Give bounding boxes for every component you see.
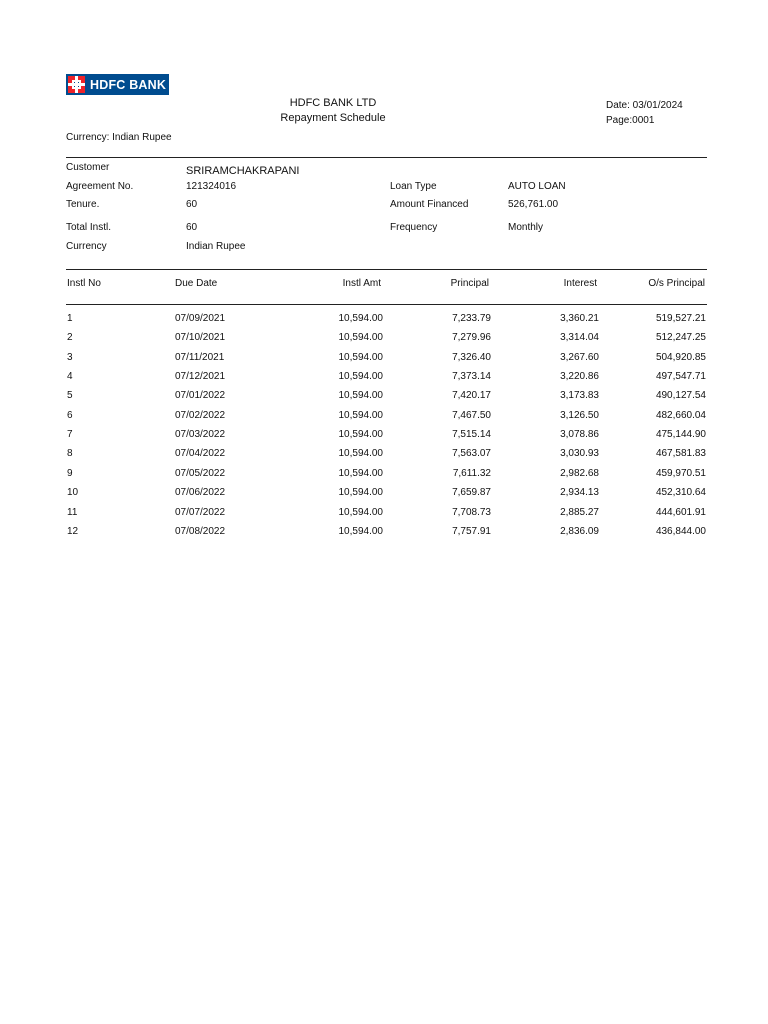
table-row: [0, 351, 768, 370]
table-row: [0, 312, 768, 331]
cell-interest: 2,836.09: [560, 525, 599, 537]
header-divider: [66, 157, 707, 158]
cell-principal: 7,233.79: [452, 313, 491, 324]
cell-os-principal: 475,144.90: [655, 429, 706, 441]
cell-instl-amt: 10,594.00: [338, 351, 383, 363]
cell-os-principal: 459,970.51: [655, 467, 706, 479]
cell-instl-no: 9: [67, 467, 73, 479]
cell-interest: 2,934.13: [560, 487, 599, 499]
cell-due-date: 07/01/2022: [175, 390, 226, 402]
cell-principal: 7,757.91: [452, 525, 491, 537]
cell-principal: 7,659.87: [452, 487, 491, 499]
cell-due-date: 07/08/2022: [175, 525, 226, 537]
frequency-value: Monthly: [508, 222, 544, 233]
table-row: [0, 447, 768, 466]
cell-instl-amt: 10,594.00: [338, 525, 383, 537]
cell-instl-no: 4: [67, 371, 73, 383]
col-due-date: Due Date: [175, 278, 218, 289]
col-interest: Interest: [563, 278, 597, 289]
cell-due-date: 07/10/2021: [175, 332, 226, 344]
table-row: [0, 370, 768, 389]
agreement-value: 121324016: [186, 181, 237, 192]
total-instl-label: Total Instl.: [66, 222, 112, 233]
col-instl-no: Instl No: [67, 278, 101, 289]
cell-interest: 2,885.27: [560, 506, 599, 518]
cell-interest: 3,030.93: [560, 448, 599, 460]
currency-label: Currency: [66, 241, 107, 252]
cell-principal: 7,611.32: [452, 467, 491, 479]
table-row: [0, 428, 768, 447]
table-row: [0, 467, 768, 486]
col-principal: Principal: [450, 278, 489, 289]
cell-due-date: 07/06/2022: [175, 487, 226, 499]
cell-principal: 7,326.40: [452, 351, 491, 363]
cell-due-date: 07/02/2022: [175, 409, 226, 421]
cell-os-principal: 490,127.54: [655, 390, 706, 402]
cell-os-principal: 467,581.83: [655, 448, 706, 460]
cell-principal: 7,420.17: [452, 390, 491, 402]
cell-os-principal: 436,844.00: [655, 525, 706, 537]
document-date: Date: 03/01/2024: [606, 100, 683, 111]
cell-instl-amt: 10,594.00: [338, 409, 383, 421]
cell-instl-amt: 10,594.00: [338, 313, 383, 324]
table-row: [0, 506, 768, 525]
table-top-divider: [66, 269, 707, 270]
cell-due-date: 07/04/2022: [175, 448, 226, 460]
cell-interest: 3,360.21: [560, 313, 599, 324]
customer-label: Customer: [66, 162, 110, 173]
cell-instl-no: 12: [67, 525, 79, 537]
tenure-value: 60: [186, 199, 198, 210]
table-row: [0, 331, 768, 350]
col-os-principal: O/s Principal: [648, 278, 705, 289]
document-title: Repayment Schedule: [280, 112, 386, 124]
cell-os-principal: 512,247.25: [655, 332, 706, 344]
page-number: Page:0001: [606, 115, 655, 126]
cell-interest: 3,173.83: [560, 390, 599, 402]
cell-interest: 3,078.86: [560, 429, 599, 441]
cell-due-date: 07/09/2021: [175, 313, 226, 324]
cell-instl-amt: 10,594.00: [338, 429, 383, 441]
table-row: [0, 409, 768, 428]
cell-instl-amt: 10,594.00: [338, 390, 383, 402]
amount-financed-label: Amount Financed: [390, 199, 469, 210]
cell-interest: 3,220.86: [560, 371, 599, 383]
cell-instl-amt: 10,594.00: [338, 371, 383, 383]
cell-instl-no: 8: [67, 448, 73, 460]
table-header-divider: [66, 304, 707, 305]
cell-principal: 7,373.14: [452, 371, 491, 383]
cell-os-principal: 452,310.64: [655, 487, 706, 499]
cell-due-date: 07/03/2022: [175, 429, 226, 441]
cell-instl-amt: 10,594.00: [338, 332, 383, 344]
total-instl-value: 60: [186, 222, 198, 233]
cell-principal: 7,467.50: [452, 409, 491, 421]
cell-os-principal: 482,660.04: [655, 409, 706, 421]
cell-interest: 3,126.50: [560, 409, 599, 421]
tenure-label: Tenure.: [66, 199, 100, 210]
cell-instl-no: 1: [67, 313, 73, 324]
cell-due-date: 07/12/2021: [175, 371, 226, 383]
col-instl-amt: Instl Amt: [342, 278, 381, 289]
cell-instl-no: 7: [67, 429, 73, 441]
cell-instl-amt: 10,594.00: [338, 506, 383, 518]
cell-principal: 7,279.96: [452, 332, 491, 344]
table-header: [0, 277, 768, 296]
cell-principal: 7,708.73: [452, 506, 491, 518]
company-name: HDFC BANK LTD: [289, 97, 377, 109]
agreement-label: Agreement No.: [66, 181, 134, 192]
cell-interest: 3,267.60: [560, 351, 599, 363]
cell-due-date: 07/05/2022: [175, 467, 226, 479]
cell-instl-no: 10: [67, 487, 79, 499]
cell-instl-no: 11: [67, 506, 78, 518]
cell-principal: 7,515.14: [452, 429, 491, 441]
customer-value: SRIRAMCHAKRAPANI: [186, 165, 300, 177]
logo-text: HDFC BANK: [90, 77, 167, 92]
currency-value: Indian Rupee: [186, 241, 246, 252]
cell-interest: 3,314.04: [560, 332, 599, 344]
cell-os-principal: 497,547.71: [655, 371, 706, 383]
cell-os-principal: 444,601.91: [655, 506, 706, 518]
cell-due-date: 07/07/2022: [175, 506, 226, 518]
cell-instl-amt: 10,594.00: [338, 448, 383, 460]
cell-interest: 2,982.68: [560, 467, 599, 479]
table-row: [0, 525, 768, 544]
cell-os-principal: 519,527.21: [655, 313, 706, 324]
hdfc-logo-icon: [66, 74, 87, 95]
cell-instl-amt: 10,594.00: [338, 487, 383, 499]
cell-instl-no: 3: [67, 351, 73, 363]
cell-os-principal: 504,920.85: [655, 351, 706, 363]
amount-financed-value: 526,761.00: [508, 199, 559, 210]
hdfc-bank-logo: [66, 74, 169, 95]
cell-due-date: 07/11/2021: [175, 351, 225, 363]
cell-instl-no: 2: [67, 332, 73, 344]
cell-instl-no: 6: [67, 409, 73, 421]
cell-instl-no: 5: [67, 390, 73, 402]
frequency-label: Frequency: [390, 222, 438, 233]
table-row: [0, 486, 768, 505]
loan-type-value: AUTO LOAN: [508, 181, 566, 192]
cell-instl-amt: 10,594.00: [338, 467, 383, 479]
cell-principal: 7,563.07: [452, 448, 491, 460]
loan-type-label: Loan Type: [390, 181, 437, 192]
table-row: [0, 389, 768, 408]
currency-line: Currency: Indian Rupee: [66, 132, 172, 143]
